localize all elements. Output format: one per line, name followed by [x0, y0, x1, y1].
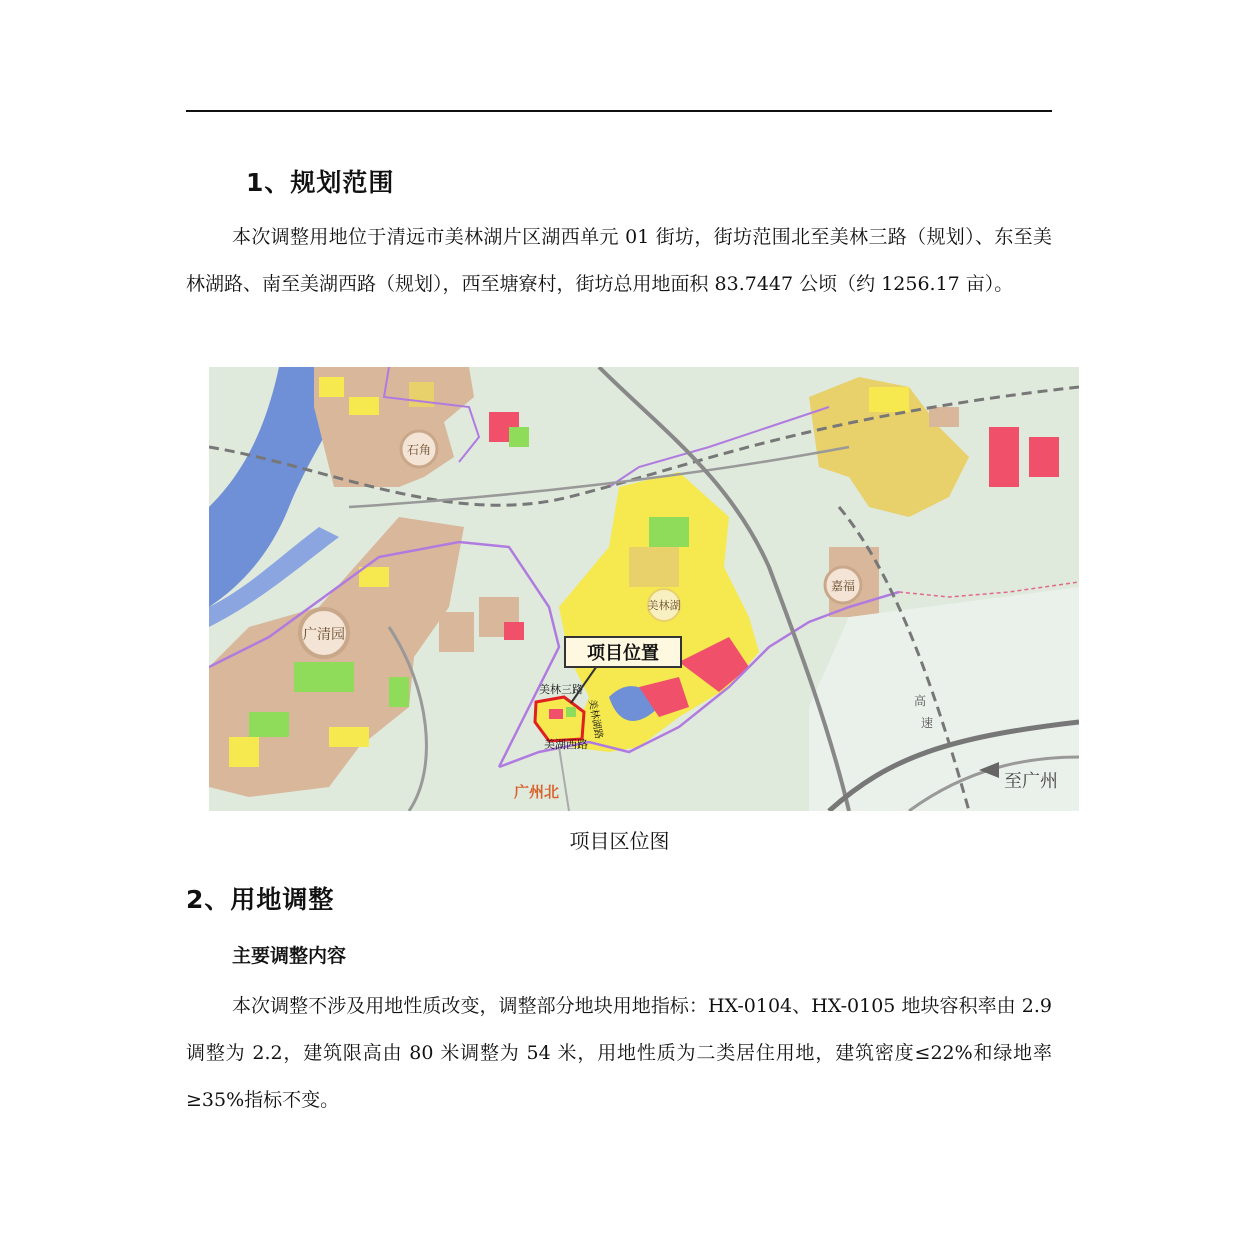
section-heading-planning-scope: 1、规划范围	[246, 168, 395, 197]
label-meilinhulu: 美林湖路	[586, 698, 604, 740]
label-meilinsanlu: 美林三路	[539, 683, 583, 696]
figure-caption: 项目区位图	[569, 829, 670, 853]
subheading-main-adjustments: 主要调整内容	[232, 945, 347, 967]
planning-scope-paragraph: 本次调整用地位于清远市美林湖片区湖西单元 01 街坊，街坊范围北至美林三路（规划）、东至美林湖路、南至美湖西路（规划），西至塘寮村，街坊总用地面积 83.7447 公顷（约 1256.17 亩）。	[186, 226, 1052, 295]
label-shijiao: 石角	[406, 443, 432, 457]
header-rule	[186, 110, 1052, 112]
label-meihuxilu: 美湖西路	[544, 738, 588, 751]
location-map-svg	[209, 367, 1079, 811]
label-zhiguangzhou: 至广州	[1004, 771, 1058, 792]
label-guangqingyuan: 广清园	[303, 627, 345, 643]
label-jiahe: 嘉福	[830, 579, 856, 593]
location-map	[209, 367, 1079, 811]
land-adjustment-paragraph: 本次调整不涉及用地性质改变，调整部分地块用地指标：HX-0104、HX-0105 地块容积率由 2.9 调整为 2.2，建筑限高由 80 米调整为 54 米，用地性质为二类居住用地，建筑密度≤22%和绿地率≥35%指标不变。	[186, 995, 1052, 1111]
label-guangzhoubei: 广州北	[514, 783, 560, 801]
label-meilinhu: 美林湖	[647, 599, 681, 612]
section-heading-land-adjustment: 2、用地调整	[186, 885, 335, 914]
callout-project-location: 项目位置	[587, 643, 659, 664]
label-gao: 高	[914, 694, 927, 708]
label-su: 速	[921, 716, 934, 730]
